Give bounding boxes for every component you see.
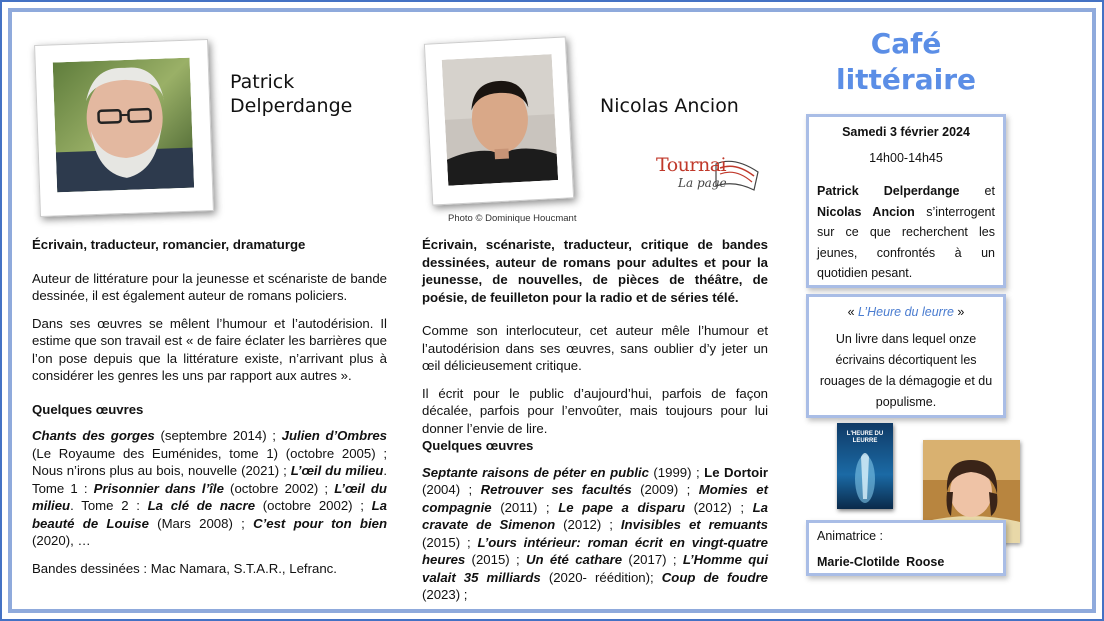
delperdange-works-heading: Quelques œuvres — [32, 401, 144, 417]
work-title: La clé de nacre — [147, 498, 256, 513]
photo-frame-ancion — [424, 36, 574, 205]
work-title: L’œil du milieu — [290, 463, 384, 478]
work-detail: . Tome 2 : — [70, 498, 148, 513]
name-line-1: Patrick — [230, 71, 295, 93]
desc-name-2: Nicolas Ancion — [817, 204, 915, 219]
book-cover-image — [837, 423, 893, 509]
author-name-ancion: Nicolas Ancion — [600, 95, 739, 117]
ancion-works-list — [422, 464, 768, 604]
work-title: Prisonnier dans l’île — [93, 480, 224, 496]
work-detail: (2011) ; — [491, 499, 559, 515]
work-detail: (octobre 2002) ; — [255, 498, 372, 513]
work-detail: (2015) ; — [422, 534, 478, 550]
book-title-line — [819, 303, 993, 321]
event-title-line-1: Café — [870, 27, 942, 60]
work-title: C’est pour ton bien — [253, 515, 387, 531]
desc-mid: et — [959, 184, 995, 198]
book-quote-close: » — [953, 305, 965, 319]
delperdange-para-2: Dans ses œuvres se mêlent l’humour et l’autodérision. Il estime que son travail est « de faire éclater les barrières que l’on pose depuis que la littérature existe, n’arrivant plus à considérer les genres les uns par rapport aux autres ». — [32, 315, 387, 383]
desc-rest: s’interrogent sur ce que recherchent les jeunes, confrontés à un quotidien pesant. — [817, 204, 995, 280]
work-title: Le pape a disparu — [558, 499, 686, 515]
work-detail: (Le Royaume des Euménides, tome 1) (octobre 2005) ; Nous n’irons plus au bois, nouvelle (2021) ; — [32, 445, 387, 478]
work-title: L’ours intérieur: roman écrit en vingt-quatre heures — [422, 534, 768, 567]
work-title: Chants des gorges — [32, 428, 155, 443]
ancion-works-heading: Quelques œuvres — [422, 438, 534, 453]
work-detail: (Mars 2008) ; — [148, 515, 254, 531]
work-detail: (2015) ; — [465, 552, 526, 567]
logo-word-1: Tournai — [656, 154, 727, 176]
work-title: Momies et compagnie — [422, 482, 768, 515]
work-detail: (2023) ; — [422, 587, 468, 602]
book-quote-open: « — [847, 305, 859, 319]
work-detail: (2009) ; — [631, 482, 699, 497]
delperdange-para-1: Auteur de littérature pour la jeunesse et scénariste de bande dessinée, il est également auteur de romans policiers. — [32, 270, 387, 303]
delperdange-subtitle: Écrivain, traducteur, romancier, dramaturge — [32, 237, 306, 252]
work-title: La beauté de Louise — [32, 498, 388, 531]
work-detail: (2020), … — [32, 533, 91, 548]
book-info-box — [806, 294, 1006, 418]
animatrice-label: Animatrice : — [817, 529, 883, 543]
book-title: L’Heure du leurre — [858, 305, 954, 319]
event-time: 14h00-14h45 — [869, 151, 943, 165]
event-title — [806, 26, 1006, 98]
animatrice-box — [806, 520, 1006, 576]
event-title-line-2: littéraire — [835, 63, 977, 96]
event-description — [817, 181, 995, 284]
author-name-delperdange — [230, 70, 352, 118]
ancion-para-2: Il écrit pour le public d’aujourd’hui, parfois de façon décalée, parfois pour l’envoûter, mais toujours pour lui donner l’envie de lire. — [422, 385, 768, 436]
work-title: La cravate de Simenon — [422, 499, 768, 532]
name-line-2: Delperdange — [230, 95, 353, 117]
work-detail: (2020- réédition); — [540, 569, 662, 585]
work-detail: (2004) ; — [422, 482, 481, 497]
delperdange-works-list — [32, 427, 387, 550]
delperdange-bd: Bandes dessinées : Mac Namara, S.T.A.R., Lefranc. — [32, 560, 337, 576]
book-description: Un livre dans lequel onze écrivains décortiquent les rouages de la démagogie et du populisme. — [819, 332, 993, 409]
work-detail: (2012) ; — [685, 499, 753, 515]
photo-credit: Photo © Dominique Houcmant — [448, 213, 577, 224]
logo-word-2: La page — [678, 176, 727, 190]
work-title: Un été cathare — [525, 552, 623, 567]
portrait-delperdange — [53, 58, 194, 193]
work-detail: . Tome 1 : — [32, 463, 388, 496]
delperdange-bio — [32, 236, 387, 577]
ancion-bio — [422, 236, 768, 604]
work-title: Julien d’Ombres — [281, 428, 387, 443]
photo-frame-delperdange — [34, 39, 214, 217]
event-date: Samedi 3 février 2024 — [842, 125, 970, 139]
animatrice-name: Marie-Clotilde Roose — [817, 555, 945, 569]
work-title: Septante raisons de péter en public — [422, 464, 649, 480]
work-title: L’œil du milieu — [32, 480, 387, 513]
work-title: Retrouver ses facultés — [480, 482, 632, 497]
work-detail: (1999) ; — [648, 464, 705, 480]
portrait-ancion — [442, 54, 558, 186]
ancion-para-1: Comme son interlocuteur, cet auteur mêle l’humour et l’autodérision dans ses œuvres, sans oublier d’y jeter un œil délicieusement critique. — [422, 323, 768, 373]
desc-name-1: Patrick Delperdange — [817, 184, 960, 198]
event-info-box — [806, 114, 1006, 288]
ancion-subtitle: Écrivain, scénariste, traducteur, critique de bandes dessinées, auteur de romans pour adultes et pour la jeunesse, de nouvelles, de pièces de théâtre, de poésie, de feuilleton pour la radio et de séries télé. — [422, 237, 768, 305]
book-cover-title: L'HEURE DU LEURRE — [846, 431, 884, 444]
work-title: L’Homme qui valait 35 milliards — [422, 552, 769, 585]
work-title: Invisibles et remuants — [620, 517, 768, 532]
work-detail: (2012) ; — [555, 517, 621, 532]
tournai-la-page-logo — [654, 150, 764, 200]
work-detail: (2017) ; — [622, 552, 683, 567]
work-title: Le Dortoir — [704, 464, 768, 480]
work-detail: (septembre 2014) ; — [154, 428, 282, 443]
work-title: Coup de foudre — [661, 569, 768, 585]
work-detail: (octobre 2002) ; — [223, 480, 335, 496]
